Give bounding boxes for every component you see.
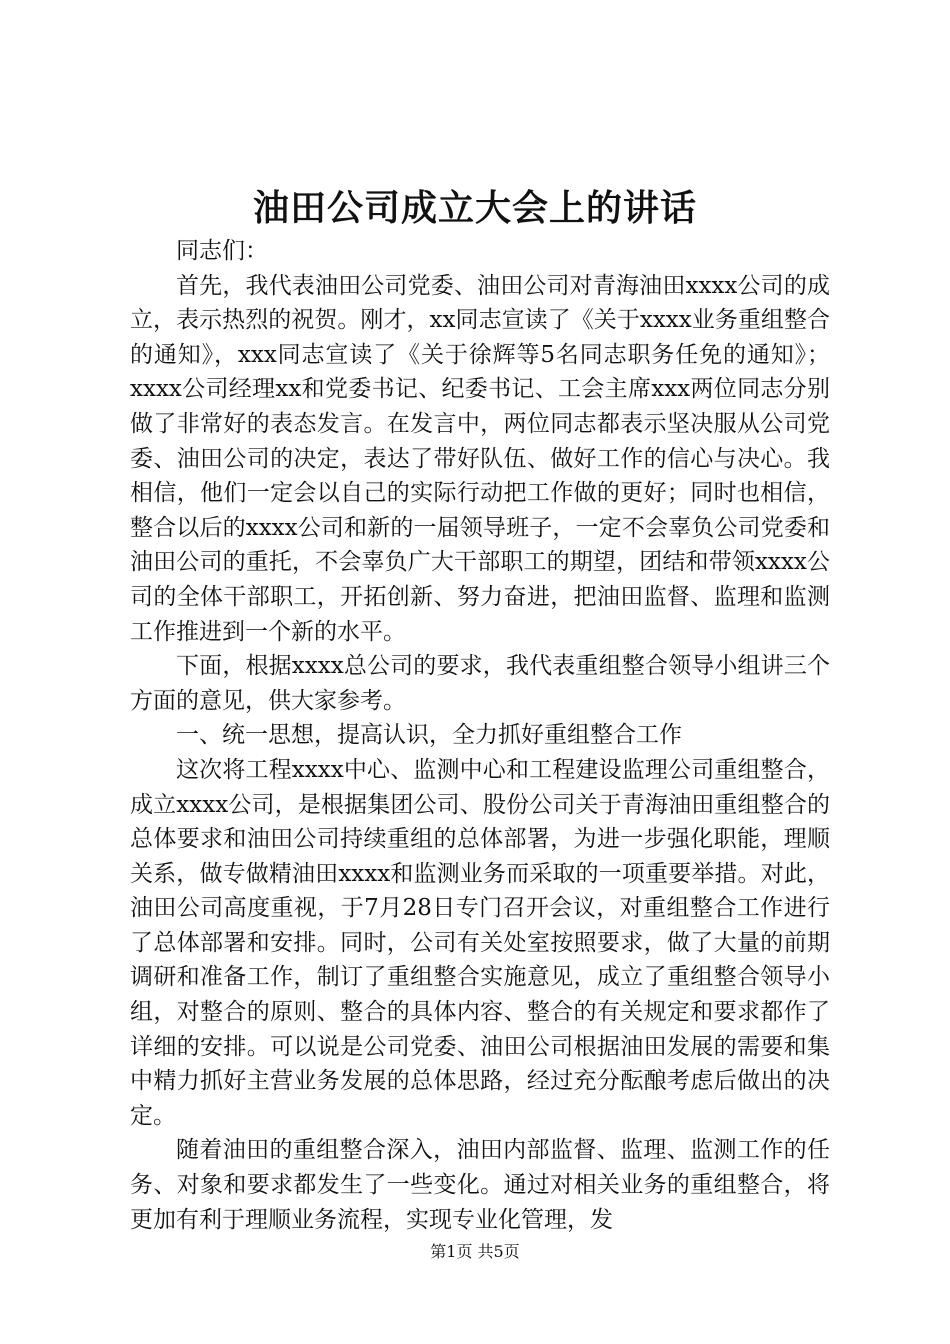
- greeting-paragraph: 同志们：: [176, 238, 268, 264]
- page-footer: 第1页 共5页: [430, 1242, 520, 1261]
- body-paragraph: 下面，根据xxxx总公司的要求，我代表重组整合领导小组讲三个方面的意见，供大家参考。: [130, 653, 830, 714]
- body-paragraph: 随着油田的重组整合深入，油田内部监督、监理、监测工作的任务、对象和要求都发生了一些变化。通过对相关业务的重组整合，将更加有利于理顺业务流程，实现专业化管理，发: [130, 1137, 830, 1233]
- document-title: 油田公司成立大会上的讲话: [252, 187, 697, 229]
- document-body: [130, 234, 830, 1237]
- section-heading: 一、统一思想，提高认识，全力抓好重组整合工作: [176, 722, 682, 749]
- body-paragraph: 首先，我代表油田公司党委、油田公司对青海油田xxxx公司的成立，表示热烈的祝贺。刚才，xx同志宣读了《关于xxxx业务重组整合的通知》，xxx同志宣读了《关于徐辉等5名同志职务任免的通知》；xxxx公司经理xx和党委书记、纪委书记、工会主席xxx两位同志分别做了非常好的表态发言。在发言中，两位同志都表示坚决服从公司党委、油田公司的决定，表达了带好队伍、做好工作的信心与决心。我相信，他们一定会以自己的实际行动把工作做的更好；同时也相信，整合以后的xxxx公司和新的一届领导班子，一定不会辜负公司党委和油田公司的重托，不会辜负广大干部职工的期望，团结和带领xxxx公司的全体干部职工，开拓创新、努力奋进，把油田监督、监理和监测工作推进到一个新的水平。: [130, 272, 830, 645]
- body-paragraph: 这次将工程xxxx中心、监测中心和工程建设监理公司重组整合，成立xxxx公司，是根据集团公司、股份公司关于青海油田重组整合的总体要求和油田公司持续重组的总体部署，为进一步强化职能，理顺关系，做专做精油田xxxx和监测业务而采取的一项重要举措。对此，油田公司高度重视，于7月28日专门召开会议，对重组整合工作进行了总体部署和安排。同时，公司有关处室按照要求，做了大量的前期调研和准备工作，制订了重组整合实施意见，成立了重组整合领导小组，对整合的原则、整合的具体内容、整合的有关规定和要求都作了详细的安排。可以说是公司党委、油田公司根据油田发展的需要和集中精力抓好主营业务发展的总体思路，经过充分酝酿考虑后做出的决定。: [130, 756, 830, 1129]
